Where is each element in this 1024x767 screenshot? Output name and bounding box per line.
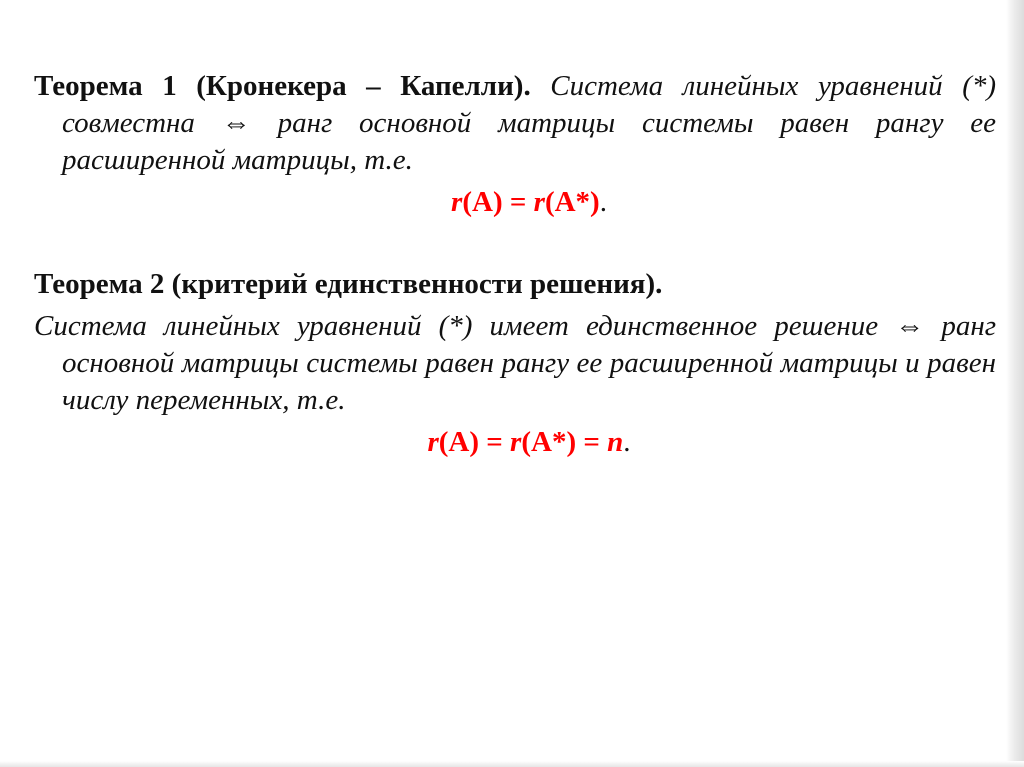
- formula-1-arg2: (A*): [544, 186, 600, 218]
- formula-1-eq: =: [502, 186, 534, 218]
- formula-2-arg1: (A): [438, 426, 480, 458]
- theorem-1-text-part1: Система линейных уравнений (*) совместна: [62, 70, 997, 139]
- equivalence-icon: ⇔: [221, 107, 251, 139]
- slide-right-edge-shadow: [1006, 0, 1024, 767]
- theorem-2-statement: [34, 308, 996, 419]
- formula-1-arg1: (A): [462, 186, 503, 218]
- formula-2-eq2: =: [576, 426, 608, 458]
- theorem-1-formula: [34, 184, 996, 221]
- theorem-1-text-part2: ранг основной матрицы системы равен рангу ее расширенной матрицы, т.е.: [62, 107, 997, 176]
- formula-2-n: n: [607, 426, 624, 458]
- slide-content: [34, 68, 996, 461]
- theorem-1-heading: Теорема 1 (Кронекера – Капелли).: [34, 70, 531, 102]
- formula-2-r1: r: [427, 426, 439, 458]
- formula-2-end: .: [623, 426, 631, 458]
- theorem-2-text-part2: ранг основной матрицы системы равен рангу ее расширенной матрицы и равен числу переменных, т.е.: [62, 310, 997, 416]
- formula-1-end: .: [599, 186, 607, 218]
- spacer: [34, 221, 996, 266]
- formula-1-r2: r: [533, 186, 545, 218]
- theorem-1-statement: [34, 68, 996, 179]
- theorem-2-formula: [34, 424, 996, 461]
- slide-bottom-edge-shadow: [0, 761, 1024, 767]
- equivalence-icon: ⇔: [895, 310, 925, 342]
- formula-1-r1: r: [451, 186, 463, 218]
- theorem-2-heading-line: [34, 266, 996, 303]
- formula-2-r2: r: [510, 426, 522, 458]
- formula-2-eq1: =: [479, 426, 511, 458]
- formula-2-arg2: (A*): [521, 426, 577, 458]
- theorem-2-text-part1: Система линейных уравнений (*) имеет единственное решение: [34, 310, 879, 342]
- theorem-2-heading: Теорема 2 (критерий единственности решения).: [34, 268, 663, 300]
